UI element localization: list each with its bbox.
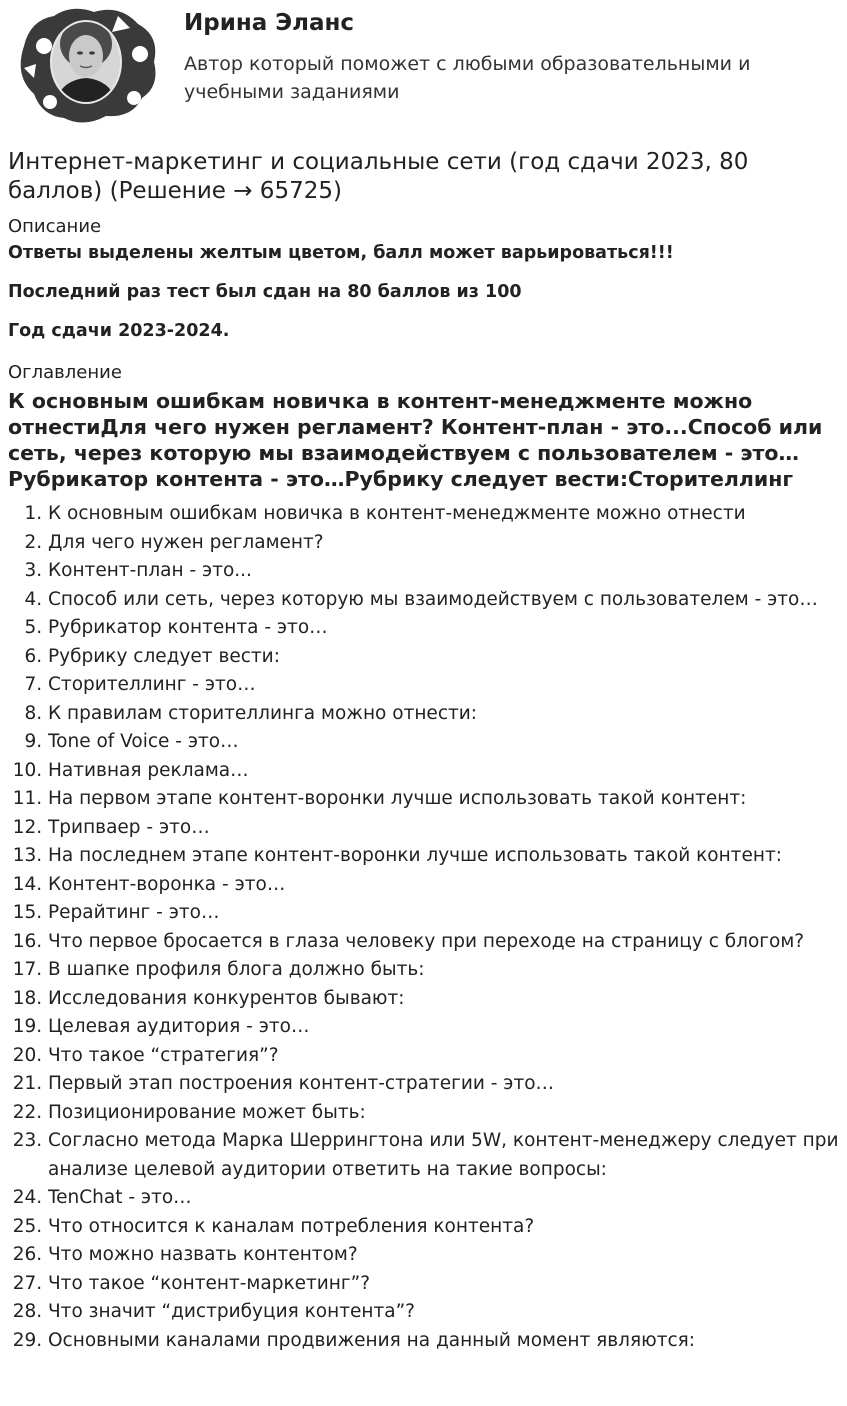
- toc-item: 2. Для чего нужен регламент?: [48, 529, 839, 558]
- toc-list: [8, 500, 839, 1355]
- toc-heading: К основным ошибкам новичка в контент-менеджменте можно отнестиДля чего нужен регламент? Контент-план - это...Способ или сеть, через которую мы взаимодействуем с пользователем - это… Рубрикатор контента - это…Рубрику следует вести:Сторителлинг: [8, 389, 823, 491]
- toc-item: 1. К основным ошибкам новичка в контент-менеджменте можно отнести: [48, 500, 839, 529]
- toc-item: 15. Рерайтинг - это…: [48, 899, 839, 928]
- toc-label: Оглавление: [8, 362, 122, 383]
- toc-item: 29. Основными каналами продвижения на данный момент являются:: [48, 1327, 839, 1356]
- toc-item: 6. Рубрику следует вести:: [48, 643, 839, 672]
- author-description: Автор который поможет с любыми образовательными и учебными заданиями: [184, 53, 751, 103]
- toc-item: 17. В шапке профиля блога должно быть:: [48, 956, 839, 985]
- toc-item: 9. Tone of Voice - это…: [48, 728, 839, 757]
- toc-item: 18. Исследования конкурентов бывают:: [48, 985, 839, 1014]
- author-card: [8, 0, 839, 132]
- toc-item: 13. На последнем этапе контент-воронки лучше использовать такой контент:: [48, 842, 839, 871]
- toc-item: 7. Сторителлинг - это…: [48, 671, 839, 700]
- toc-item: 12. Трипваер - это…: [48, 814, 839, 843]
- toc-item: 20. Что такое “стратегия”?: [48, 1042, 839, 1071]
- toc-item: 28. Что значит “дистрибуция контента”?: [48, 1298, 839, 1327]
- description-line: Последний раз тест был сдан на 80 баллов из 100: [8, 282, 522, 302]
- author-avatar[interactable]: [14, 6, 162, 126]
- toc-item: 19. Целевая аудитория - это…: [48, 1013, 839, 1042]
- author-name[interactable]: Ирина Эланс: [184, 10, 355, 36]
- toc-item: 10. Нативная реклама…: [48, 757, 839, 786]
- toc-item: 26. Что можно назвать контентом?: [48, 1241, 839, 1270]
- description-line: Год сдачи 2023-2024.: [8, 321, 230, 341]
- toc-item: 4. Способ или сеть, через которую мы взаимодействуем с пользователем - это…: [48, 586, 839, 615]
- toc-item: 21. Первый этап построения контент-стратегии - это…: [48, 1070, 839, 1099]
- toc-item: 16. Что первое бросается в глаза человеку при переходе на страницу с блогом?: [48, 928, 839, 957]
- toc-item: 14. Контент-воронка - это…: [48, 871, 839, 900]
- toc-item: 23. Согласно метода Марка Шеррингтона или 5W, контент-менеджеру следует при анализе целевой аудитории ответить на такие вопросы:: [48, 1127, 839, 1184]
- description-label: Описание: [8, 216, 102, 237]
- toc-item: 11. На первом этапе контент-воронки лучше использовать такой контент:: [48, 785, 839, 814]
- document-title: Интернет-маркетинг и социальные сети (год сдачи 2023, 80 баллов) (Решение → 65725): [8, 149, 749, 204]
- description-line: Ответы выделены желтым цветом, балл может варьироваться!!!: [8, 243, 674, 263]
- toc-item: 8. К правилам сторителлинга можно отнести:: [48, 700, 839, 729]
- toc-item: 24. TenChat - это…: [48, 1184, 839, 1213]
- toc-item: 22. Позиционирование может быть:: [48, 1099, 839, 1128]
- toc-item: 27. Что такое “контент-маркетинг”?: [48, 1270, 839, 1299]
- toc-item: 3. Контент-план - это...: [48, 557, 839, 586]
- toc-item: 5. Рубрикатор контента - это…: [48, 614, 839, 643]
- toc-item: 25. Что относится к каналам потребления контента?: [48, 1213, 839, 1242]
